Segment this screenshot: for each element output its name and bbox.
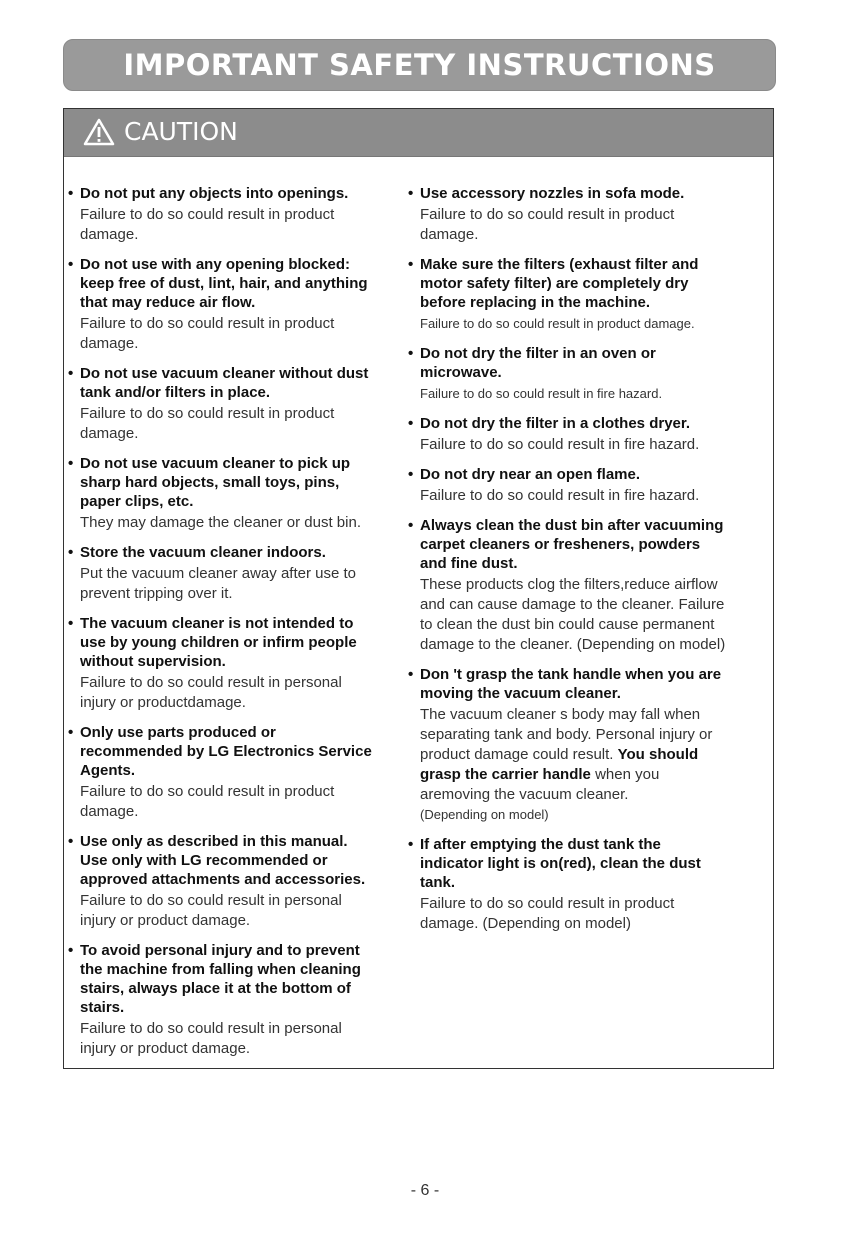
instruction-body-emphasis: You should grasp the carrier handle [420, 746, 699, 783]
instruction-item: • Do not use with any opening blocked: keep free of dust, lint, hair, and anything that may reduce air flow. Failure to do so could result in product damage. [68, 255, 376, 354]
instruction-item: • Do not use vacuum cleaner to pick up sharp hard objects, small toys, pins, paper clips, etc. They may damage the cleaner or dust bin. [68, 454, 376, 533]
instruction-body: Failure to do so could result in product damage. [80, 783, 335, 820]
caution-box [63, 108, 774, 1069]
instruction-body: Failure to do so could result in product damage. [80, 206, 335, 243]
instruction-body: Failure to do so could result in fire hazard. [420, 487, 700, 504]
instruction-item: • To avoid personal injury and to prevent the machine from falling when cleaning stairs, always place it at the bottom of stairs. Failure to do so could result in personal injury or product damage. [68, 941, 376, 1059]
page-title: IMPORTANT SAFETY INSTRUCTIONS [123, 48, 716, 82]
instruction-heading: Use accessory nozzles in sofa mode. [420, 185, 685, 202]
instruction-heading: Use only as described in this manual. Use only with LG recommended or approved attachments and accessories. [80, 833, 366, 888]
instruction-item: • Make sure the filters (exhaust filter and motor safety filter) are completely dry before replacing in the machine. Failure to do so could result in product damage. [408, 255, 728, 334]
instruction-body: Failure to do so could result in product damage. [420, 206, 675, 243]
instruction-body: Failure to do so could result in personal injury or product damage. [80, 1020, 342, 1057]
instruction-body: Failure to do so could result in product damage. [420, 316, 695, 331]
instruction-heading: Don 't grasp the tank handle when you are moving the vacuum cleaner. [420, 666, 722, 702]
instruction-item: • Store the vacuum cleaner indoors. Put the vacuum cleaner away after use to prevent tripping over it. [68, 543, 376, 604]
caution-label: CAUTION [124, 117, 238, 146]
instruction-body: Failure to do so could result in fire hazard. [420, 386, 663, 401]
right-column [408, 184, 728, 944]
instruction-body: Failure to do so could result in product damage. (Depending on model) [420, 895, 675, 932]
instruction-item: • Do not dry the filter in a clothes dryer. Failure to do so could result in fire hazard. [408, 414, 728, 455]
instruction-heading: Make sure the filters (exhaust filter and motor safety filter) are completely dry before replacing in the machine. [420, 256, 699, 311]
instruction-heading: Do not put any objects into openings. [80, 185, 349, 202]
instruction-item: • Always clean the dust bin after vacuuming carpet cleaners or fresheners, powders and fine dust. These products clog the filters,reduce airflow and can cause damage to the cleaner. Failure to clean the dust bin could cause permanent damage to the cleaner. (Depending on model) [408, 516, 728, 655]
instruction-item: • Only use parts produced or recommended by LG Electronics Service Agents. Failure to do so could result in product damage. [68, 723, 376, 822]
instruction-body-text: The vacuum cleaner s body may fall when separating tank and body. Personal injury or product damage could result. [420, 706, 713, 763]
title-banner [63, 39, 776, 91]
page-number: - 6 - [410, 1182, 440, 1199]
instruction-heading: Always clean the dust bin after vacuuming carpet cleaners or fresheners, powders and fine dust. [420, 517, 724, 572]
instruction-item: • Do not dry near an open flame. Failure to do so could result in fire hazard. [408, 465, 728, 506]
instruction-body: Failure to do so could result in personal injury or productdamage. [80, 674, 342, 711]
instruction-body: These products clog the filters,reduce airflow and can cause damage to the cleaner. Failure to clean the dust bin could cause permanent damage to the cleaner. (Depending on model) [420, 576, 726, 653]
instruction-body-tail: when you aremoving the vacuum cleaner. [420, 766, 660, 803]
instruction-body: Failure to do so could result in fire hazard. [420, 436, 700, 453]
instruction-body: Failure to do so could result in product damage. [80, 405, 335, 442]
warning-triangle-icon [83, 118, 115, 146]
instruction-item: • Do not use vacuum cleaner without dust tank and/or filters in place. Failure to do so could result in product damage. [68, 364, 376, 444]
instruction-body [420, 705, 728, 825]
caution-header [64, 109, 773, 157]
instruction-body: They may damage the cleaner or dust bin. [80, 514, 361, 531]
instruction-body: Failure to do so could result in personal injury or product damage. [80, 892, 342, 929]
instruction-item: • Do not put any objects into openings. Failure to do so could result in product damage. [68, 184, 376, 245]
instruction-heading: If after emptying the dust tank the indicator light is on(red), clean the dust tank. [420, 836, 701, 891]
instruction-item: • If after emptying the dust tank the indicator light is on(red), clean the dust tank. Failure to do so could result in product damage. (Depending on model) [408, 835, 728, 934]
instruction-body: Failure to do so could result in product damage. [80, 315, 335, 352]
instruction-heading: The vacuum cleaner is not intended to use by young children or infirm people without supervision. [80, 615, 357, 670]
instruction-item: • Use accessory nozzles in sofa mode. Failure to do so could result in product damage. [408, 184, 728, 245]
left-column [68, 184, 376, 1069]
instruction-item: • Use only as described in this manual. Use only with LG recommended or approved attachments and accessories. Failure to do so could result in personal injury or product damage. [68, 832, 376, 931]
instruction-heading: Do not dry the filter in an oven or microwave. [420, 345, 656, 381]
instruction-heading: Do not use with any opening blocked: keep free of dust, lint, hair, and anything that may reduce air flow. [80, 256, 368, 311]
instruction-heading: To avoid personal injury and to prevent the machine from falling when cleaning stairs, always place it at the bottom of stairs. [80, 942, 361, 1016]
instruction-item: • Don 't grasp the tank handle when you are moving the vacuum cleaner. The vacuum cleaner s body may fall when separating tank and body. Personal injury or product damage could result. You should grasp the carrier handle when you aremoving the vacuum cleaner. (Depending on model) [408, 665, 728, 825]
instruction-item: • Do not dry the filter in an oven or microwave. Failure to do so could result in fire hazard. [408, 344, 728, 404]
instruction-heading: Only use parts produced or recommended by LG Electronics Service Agents. [80, 724, 372, 779]
instruction-body: Put the vacuum cleaner away after use to prevent tripping over it. [80, 565, 356, 602]
instruction-heading: Do not dry the filter in a clothes dryer. [420, 415, 691, 432]
instruction-heading: Do not dry near an open flame. [420, 466, 641, 483]
instruction-heading: Do not use vacuum cleaner without dust tank and/or filters in place. [80, 365, 369, 401]
instruction-item: • The vacuum cleaner is not intended to use by young children or infirm people without supervision. Failure to do so could result in personal injury or productdamage. [68, 614, 376, 713]
instruction-note: (Depending on model) [420, 807, 549, 822]
instruction-heading: Store the vacuum cleaner indoors. [80, 544, 326, 561]
instruction-heading: Do not use vacuum cleaner to pick up sharp hard objects, small toys, pins, paper clips, etc. [80, 455, 351, 510]
